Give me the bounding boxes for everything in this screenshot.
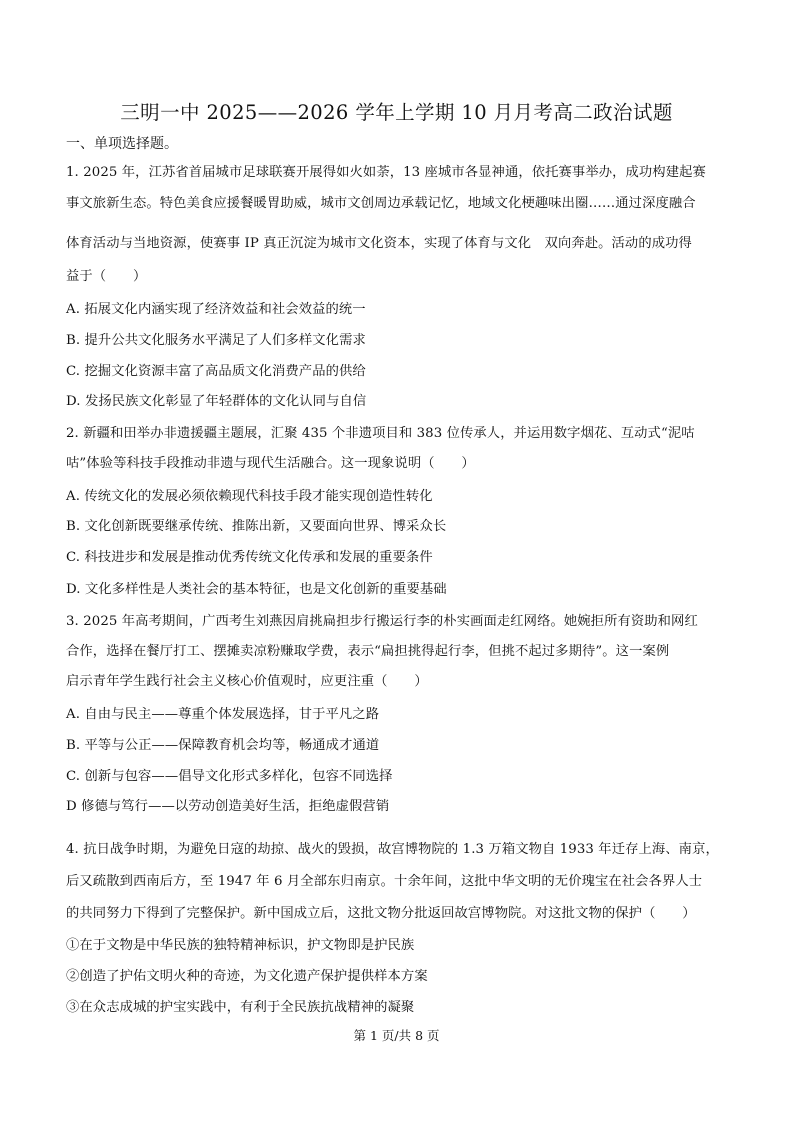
q1-option-b: B. 提升公共文化服务水平满足了人们多样文化需求 xyxy=(66,333,366,348)
q2-option-b: B. 文化创新既要继承传统、推陈出新，又要面向世界、博采众长 xyxy=(66,519,447,534)
q3-option-a: A. 自由与民主——尊重个体发展选择，甘于平凡之路 xyxy=(66,707,380,722)
q3-option-c: C. 创新与包容——倡导文化形式多样化，包容不同选择 xyxy=(66,769,393,784)
q1-stem-line: 体育活动与当地资源，使赛事 IP 真正沉淀为城市文化资本，实现了体育与文化 双向奔赴。活动的成功得 xyxy=(66,236,692,251)
q4-statement-3: ③在众志成城的护宝实践中，有利于全民族抗战精神的凝聚 xyxy=(66,1000,415,1015)
q3-option-b: B. 平等与公正——保障教育机会均等，畅通成才通道 xyxy=(66,738,380,753)
q1-stem-line: 1. 2025 年，江苏省首届城市足球联赛开展得如火如荼，13 座城市各显神通，依托赛事举办，成功构建起赛 xyxy=(66,165,706,180)
q2-option-c: C. 科技进步和发展是推动优秀传统文化传承和发展的重要条件 xyxy=(66,550,433,565)
q2-option-a: A. 传统文化的发展必须依赖现代科技手段才能实现创造性转化 xyxy=(66,489,433,504)
q4-stem-line: 后又疏散到西南后方，至 1947 年 6 月全部东归南京。十余年间，这批中华文明的无价瑰宝在社会各界人士 xyxy=(66,874,703,889)
q3-option-d: D 修德与笃行——以劳动创造美好生活，拒绝虚假营销 xyxy=(66,799,390,814)
q1-stem-line: 事文旅新生态。特色美食应援餐暖胃助威，城市文创周边承载记忆，地域文化梗趣味出圈……通过深度融合 xyxy=(66,196,696,211)
q1-option-c: C. 挖掘文化资源丰富了高品质文化消费产品的供给 xyxy=(66,364,366,379)
q4-statement-2: ②创造了护佑文明火种的奇迹，为文化遗产保护提供样本方案 xyxy=(66,969,428,984)
q3-stem-line: 启示青年学生践行社会主义核心价值观时，应更注重（ ） xyxy=(66,674,428,689)
q3-stem-line: 合作，选择在餐厅打工、摆摊卖凉粉赚取学费，表示“扁担挑得起行李，但挑不起过多期待”。这一案例 xyxy=(66,644,670,659)
q4-stem-line: 4. 抗日战争时期，为避免日寇的劫掠、战火的毁损，故宫博物院的 1.3 万箱文物自 1933 年迁存上海、南京， xyxy=(66,842,719,857)
q1-stem-line: 益于（ ） xyxy=(66,269,147,284)
q3-stem-line: 3. 2025 年高考期间，广西考生刘燕因肩挑扁担步行搬运行李的朴实画面走红网络。她婉拒所有资助和网红 xyxy=(66,614,698,629)
q2-stem-line: 咕”体验等科技手段推动非遗与现代生活融合。这一现象说明（ ） xyxy=(66,456,475,471)
q1-option-a: A. 拓展文化内涵实现了经济效益和社会效益的统一 xyxy=(66,302,366,317)
q2-option-d: D. 文化多样性是人类社会的基本特征，也是文化创新的重要基础 xyxy=(66,582,447,597)
q4-stem-line: 的共同努力下得到了完整保护。新中国成立后，这批文物分批返回故宫博物院。对这批文物的保护（ ） xyxy=(66,906,696,921)
q4-statement-1: ①在于文物是中华民族的独特精神标识，护文物即是护民族 xyxy=(66,938,415,953)
page-footer: 第 1 页/共 8 页 xyxy=(353,1028,440,1043)
section-heading: 一、单项选择题。 xyxy=(66,136,178,152)
q1-option-d: D. 发扬民族文化彰显了年轻群体的文化认同与自信 xyxy=(66,394,367,409)
exam-title: 三明一中 2025——2026 学年上学期 10 月月考高二政治试题 xyxy=(120,101,673,124)
q2-stem-line: 2. 新疆和田举办非遗援疆主题展，汇聚 435 个非遗项目和 383 位传承人，并运用数字烟花、互动式“泥咕 xyxy=(66,426,695,441)
